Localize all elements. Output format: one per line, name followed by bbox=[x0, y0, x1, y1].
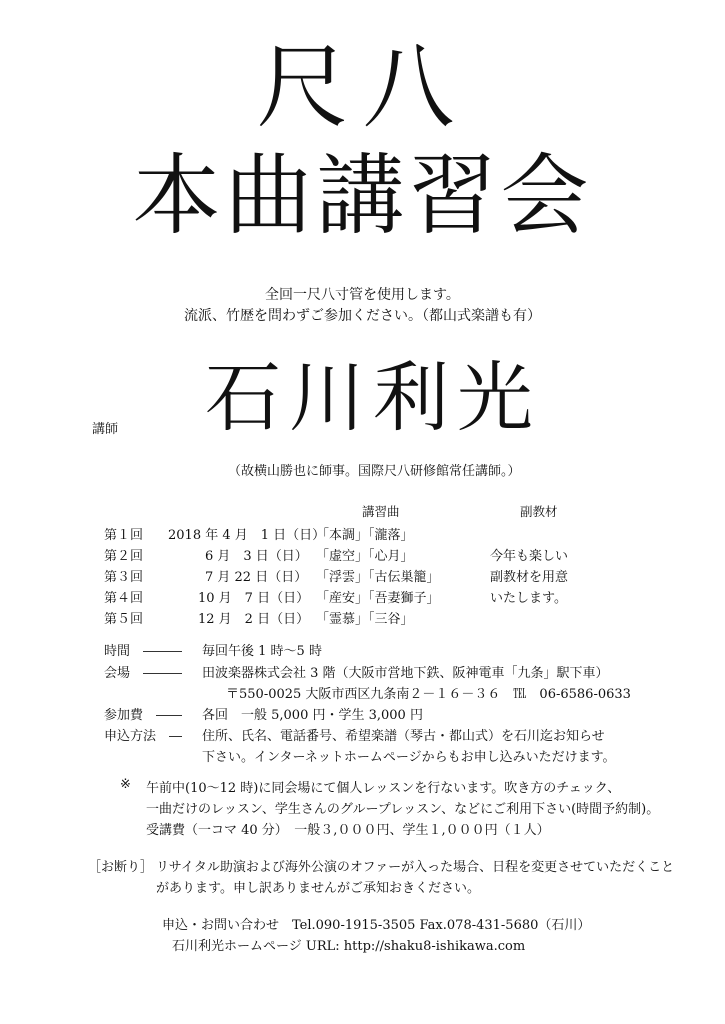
title-shakuhachi: 尺八 bbox=[256, 34, 469, 141]
contact-homepage: 石川利光ホームページ URL: http://shaku8-ishikawa.com bbox=[172, 939, 526, 954]
venue-line-2: 〒550-0025 大阪市西区九条南２－１６－３６ ℡ 06-6586-0633 bbox=[226, 687, 631, 702]
session-num: 第１回 bbox=[104, 528, 144, 543]
fee-label: 参加費 ―― bbox=[104, 708, 183, 723]
lecturer-name: 石川利光 bbox=[205, 353, 541, 442]
session-num: 第５回 bbox=[104, 612, 144, 627]
disclaimer-label: ［お断り］ bbox=[88, 860, 154, 875]
session-pieces: 「虚空」「心月」 bbox=[316, 549, 414, 564]
session-num: 第２回 bbox=[104, 549, 144, 564]
fee-value: 各回 一般 5,000 円・学生 3,000 円 bbox=[202, 708, 423, 723]
session-date: 6 月 3 日（日） bbox=[205, 549, 308, 564]
session-pieces: 「浮雲」「古伝巣籠」 bbox=[316, 570, 440, 585]
time-label: 時間 ――― bbox=[104, 644, 183, 659]
session-num: 第４回 bbox=[104, 591, 144, 606]
title-honkyoku-workshop: 本曲講習会 bbox=[132, 144, 593, 247]
session-date: 10 月 7 日（日） bbox=[198, 591, 310, 606]
intro-line-1: 全回一尺八寸管を使用します。 bbox=[265, 287, 460, 303]
schedule-header-material: 副教材 bbox=[520, 504, 558, 519]
apply-line-1: 住所、氏名、電話番号、希望楽譜（琴古・都山式）を石川迄お知らせ bbox=[202, 729, 605, 744]
session-date: 7 月 22 日（日） bbox=[205, 570, 308, 585]
session-pieces: 「霊慕」「三谷」 bbox=[316, 612, 414, 627]
apply-label: 申込方法 ― bbox=[104, 729, 183, 744]
apply-line-2: 下さい。インターネットホームページからもお申し込みいただけます。 bbox=[202, 750, 616, 765]
lecturer-note: （故横山勝也に師事。国際尺八研修館常任講師。） bbox=[228, 464, 521, 479]
session-num: 第３回 bbox=[104, 570, 144, 585]
contact-line-1: 申込・お問い合わせ Tel.090-1915-3505 Fax.078-431-5680（石川） bbox=[162, 918, 591, 933]
session-date: 2018 年 4 月 1 日（日） bbox=[168, 528, 326, 543]
session-date: 12 月 2 日（日） bbox=[198, 612, 310, 627]
time-value: 毎回午後 1 時～5 時 bbox=[202, 644, 322, 659]
lesson-note-line-2: 一曲だけのレッスン、学生さんのグループレッスン、などにご利用下さい(時間予約制)。 bbox=[146, 802, 660, 817]
lesson-note-line-1: 午前中(10～12 時)に同会場にて個人レッスンを行ないます。吹き方のチェック、 bbox=[146, 781, 621, 796]
venue-label: 会場 ――― bbox=[104, 666, 183, 681]
schedule-header-pieces: 講習曲 bbox=[362, 504, 400, 519]
session-pieces: 「本調」「瀧落」 bbox=[316, 528, 414, 543]
material-line-1: 今年も楽しい bbox=[490, 549, 569, 564]
intro-line-2: 流派、竹歴を問わずご参加ください。（都山式楽譜も有） bbox=[184, 308, 541, 324]
material-line-3: いたします。 bbox=[490, 591, 567, 606]
venue-line-1: 田波楽器株式会社 3 階（大阪市営地下鉄、阪神電車「九条」駅下車） bbox=[202, 666, 609, 681]
material-line-2: 副教材を用意 bbox=[490, 570, 569, 585]
lesson-note-mark: ※ bbox=[120, 777, 131, 792]
disclaimer-line-1: リサイタル助演および海外公演のオファーが入った場合、日程を変更させていただくこと bbox=[156, 860, 675, 875]
lesson-note-line-3: 受講費（一コマ 40 分） 一般３,０００円、学生１,０００円（１人） bbox=[146, 823, 550, 838]
lecturer-label: 講師 bbox=[92, 422, 119, 437]
session-pieces: 「産安」「吾妻獅子」 bbox=[316, 591, 440, 606]
disclaimer-line-2: があります。申し訳ありませんがご承知おきください。 bbox=[156, 881, 480, 896]
